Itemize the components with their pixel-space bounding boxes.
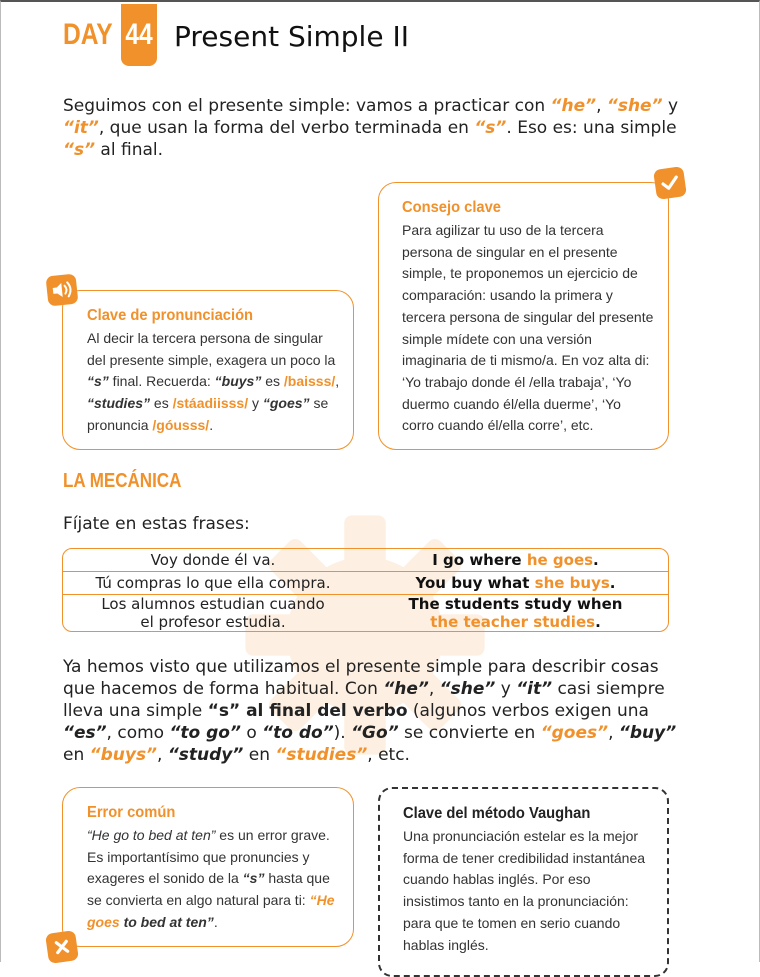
- day-number: 44: [125, 18, 153, 51]
- pronunciacion-box: [62, 290, 354, 450]
- table-cell-es: Voy donde él va.: [150, 551, 276, 569]
- error-comun-box: [62, 787, 354, 947]
- examples-table: [62, 548, 669, 632]
- explanation-paragraph: Ya hemos visto que utilizamos el presente simple para describir cosas que hacemos de forma habitual. Con “he”, “she” y “it” casi siempre lleva una simple “s” al final del verbo (algunos verbos exigen una “es”, como “to go” o “to do”). “Go” se convierte en “goes”, “buy” en “buys”, “study” en “studies”, etc.: [63, 657, 677, 765]
- intro-paragraph: Seguimos con el presente simple: vamos a practicar con “he”, “she” y “it”, que usan la forma del verbo terminada en “s”. Eso es: una simple “s” al final.: [63, 96, 679, 160]
- consejo-clave-box: [378, 182, 669, 450]
- pronunciacion-title: Clave de pronunciación: [87, 307, 254, 324]
- error-comun-title: Error común: [87, 804, 176, 821]
- vaughan-box: [378, 787, 669, 977]
- table-cell-es: Los alumnos estudian cuando el profesor estudia.: [101, 595, 325, 631]
- error-comun-text: “He go to bed at ten” es un error grave. Es importantísimo que pronuncies y exageres el sonido de la “s” hasta que se convierta en algo natural para ti: “He goes to bed at ten”.: [87, 827, 335, 930]
- consejo-clave-text: Para agilizar tu uso de la tercera persona de singular en el presente simple, te proponemos un ejercicio de comparación: usando la primera y tercera persona de singular del presente simple mídete con una versión imaginaria de ti mismo/a. En voz alta di: ‘Yo trabajo donde él /ella trabaja’, ‘Yo duermo cuando él/ella duerme’, ‘Yo corro cuando él/ella corre’, etc.: [402, 222, 654, 434]
- section-heading-mecanica: LA MECÁNICA: [63, 470, 182, 492]
- consejo-clave-title: Consejo clave: [402, 199, 502, 216]
- cross-icon: [45, 930, 79, 964]
- table-cell-en: I go where he goes.: [432, 551, 599, 569]
- speaker-icon: [46, 274, 79, 307]
- table-cell-en: The students study when the teacher studies.: [408, 595, 623, 631]
- table-cell-es: Tú compras lo que ella compra.: [95, 574, 331, 592]
- table-row: [63, 549, 668, 571]
- table-row: [63, 571, 668, 594]
- day-label: DAY: [63, 18, 113, 51]
- pronunciacion-text: Al decir la tercera persona de singular del presente simple, exagera un poco la “s” final. Recuerda: “buys” es /baisss/, “studies” es /stáadiisss/ y “goes” se pronuncia /góusss/.: [87, 330, 340, 433]
- check-icon: [653, 166, 687, 200]
- table-row: [63, 594, 668, 631]
- page-title: Present Simple II: [174, 20, 409, 53]
- vaughan-title: Clave del método Vaughan: [403, 805, 591, 822]
- vaughan-text: Una pronunciación estelar es la mejor forma de tener credibilidad instantánea cuando hablas inglés. Por eso insistimos tanto en la pronunciación: para que te tomen en serio cuando hablas inglés.: [403, 828, 646, 953]
- fijate-text: Fíjate en estas frases:: [63, 514, 250, 534]
- table-cell-en: You buy what she buys.: [415, 574, 616, 592]
